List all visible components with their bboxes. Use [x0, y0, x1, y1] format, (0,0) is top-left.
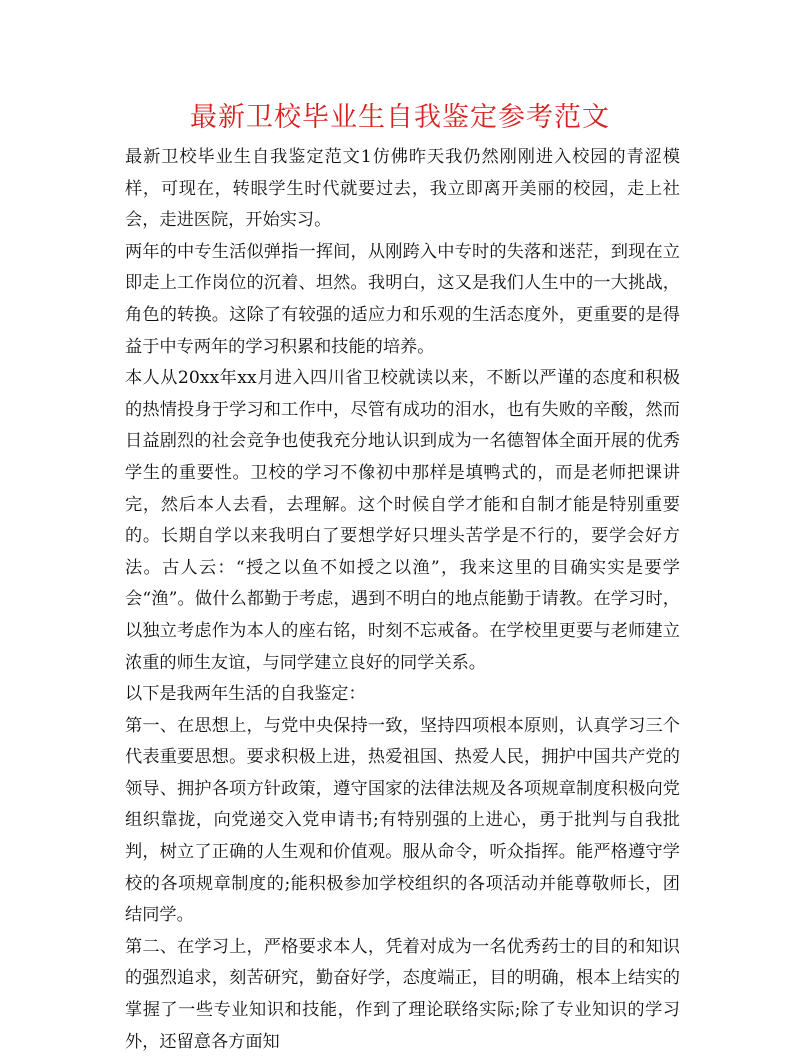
paragraph-intro: 最新卫校毕业生自我鉴定范文1仿佛昨天我仍然刚刚进入校园的青涩模样，可现在，转眼学生时代就要过去，我立即离开美丽的校园，走上社会，走进医院，开始实习。 [125, 147, 680, 231]
paragraph-two-years: 两年的中专生活似弹指一挥间，从刚跨入中专时的失落和迷茫，到现在立即走上工作岗位的沉着、坦然。我明白，这又是我们人生中的一大挑战，角色的转换。这除了有较强的适应力和乐观的生活态度外，更重要的是得益于中专两年的学习积累和技能的培养。 [125, 241, 680, 357]
paragraph-second-study: 第二、在学习上，严格要求本人，凭着对成为一名优秀药士的目的和知识的强烈追求，刻苦研究，勤奋好学，态度端正，目的明确，根本上结实的掌握了一些专业知识和技能，作到了理论联络实际;除了专业知识的学习外，还留意各方面知 [125, 936, 680, 1052]
document-body [125, 142, 680, 1058]
document-title: 最新卫校毕业生自我鉴定参考范文 [190, 102, 610, 133]
paragraph-first-thought: 第一、在思想上，与党中央保持一致，坚持四项根本原则，认真学习三个代表重要思想。要求积极上进，热爱祖国、热爱人民，拥护中国共产党的领导、拥护各项方针政策，遵守国家的法律法规及各项规章制度积极向党组织靠拢，向党递交入党申请书;有特别强的上进心，勇于批判与自我批判，树立了正确的人生观和价值观。服从命令，听众指挥。能严格遵守学校的各项规章制度的;能积极参加学校组织的各项活动并能尊敬师长，团结同学。 [125, 715, 680, 926]
paragraph-summary-intro: 以下是我两年生活的自我鉴定： [125, 684, 366, 705]
paragraph-study-experience: 本人从20xx年xx月进入四川省卫校就读以来，不断以严谨的态度和积极的热情投身于学习和工作中，尽管有成功的泪水，也有失败的辛酸，然而日益剧烈的社会竞争也使我充分地认识到成为一名德智体全面开展的优秀学生的重要性。卫校的学习不像初中那样是填鸭式的，而是老师把课讲完，然后本人去看，去理解。这个时候自学才能和自制才能是特别重要的。长期自学以来我明白了要想学好只埋头苦学是不行的，要学会好方法。古人云：“授之以鱼不如授之以渔”，我来这里的目确实实是要学会“渔”。做什么都勤于考虑，遇到不明白的地点能勤于请教。在学习时，以独立考虑作为本人的座右铭，时刻不忘戒备。在学校里更要与老师建立浓重的师生友谊，与同学建立良好的同学关系。 [125, 368, 680, 673]
